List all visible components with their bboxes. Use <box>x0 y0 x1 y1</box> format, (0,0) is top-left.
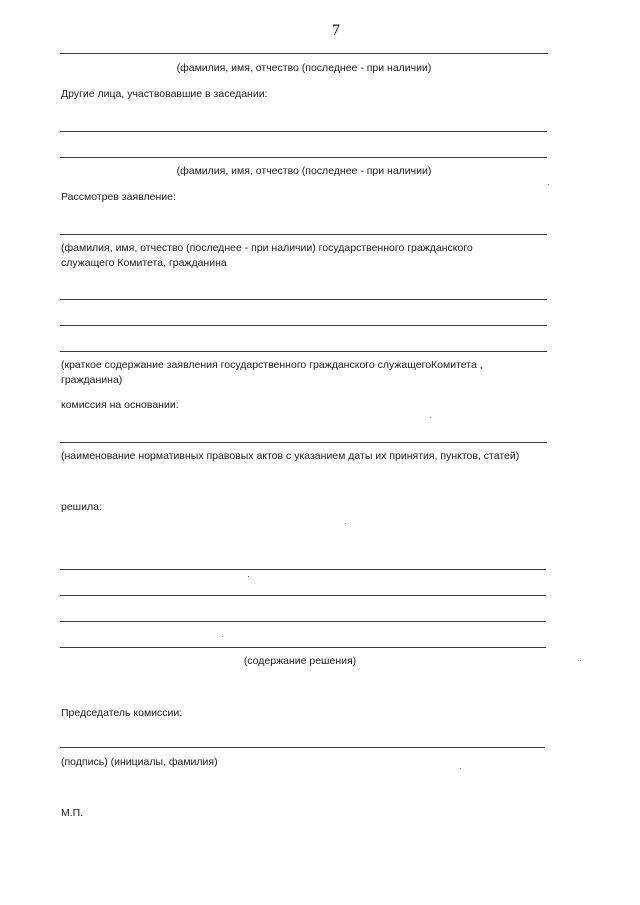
fill-line-other-persons-1 <box>60 131 547 132</box>
decided-label: решила: <box>61 501 102 513</box>
fill-line-fio-1 <box>60 53 548 54</box>
fill-line-considered <box>60 234 547 235</box>
fill-line-summary-2 <box>60 325 547 326</box>
stamp-label: М.П. <box>61 807 84 819</box>
caption-signature: (подпись) (инициалы, фамилия) <box>61 756 218 768</box>
fill-line-decision-2 <box>60 595 546 596</box>
fill-line-acts <box>60 442 547 443</box>
commission-basis-label: комиссия на основании: <box>61 399 179 411</box>
scan-speck <box>430 417 431 418</box>
fill-line-summary-3 <box>60 351 547 352</box>
caption-fio-1: (фамилия, имя, отчество (последнее - при наличии) <box>176 62 432 74</box>
caption-fio-2: (фамилия, имя, отчество (последнее - при наличии) <box>176 165 432 177</box>
caption-fio-servant-line-1: (фамилия, имя, отчество (последнее - при наличии) государственного гражданского <box>61 242 473 254</box>
caption-summary-line-2: гражданина) <box>61 374 123 386</box>
scan-speck <box>222 636 223 637</box>
fill-line-chairman <box>60 747 545 748</box>
scan-speck <box>248 576 249 577</box>
caption-acts: (наименование нормативных правовых актов с указанием даты их принятия, пунктов, статей) <box>61 450 520 462</box>
scan-speck <box>460 768 461 769</box>
fill-line-summary-1 <box>60 299 547 300</box>
fill-line-decision-1 <box>60 569 546 570</box>
fill-line-decision-3 <box>60 621 546 622</box>
caption-decision: (содержание решения) <box>243 655 357 667</box>
scan-speck <box>345 523 346 524</box>
fill-line-decision-4 <box>60 647 546 648</box>
scan-speck <box>548 184 549 185</box>
fill-line-other-persons-2 <box>60 157 547 158</box>
caption-summary-line-1: (краткое содержание заявления государственного гражданского служащегоКомитета , <box>61 359 483 371</box>
scan-speck <box>580 660 581 661</box>
page-number: 7 <box>332 22 340 39</box>
chairman-label: Председатель комиссии: <box>61 707 183 719</box>
caption-fio-servant-line-2: служащего Комитета, гражданина <box>61 257 227 269</box>
other-persons-label: Другие лица, участвовавшие в заседании: <box>61 88 268 100</box>
considered-label: Рассмотрев заявление: <box>61 191 176 203</box>
